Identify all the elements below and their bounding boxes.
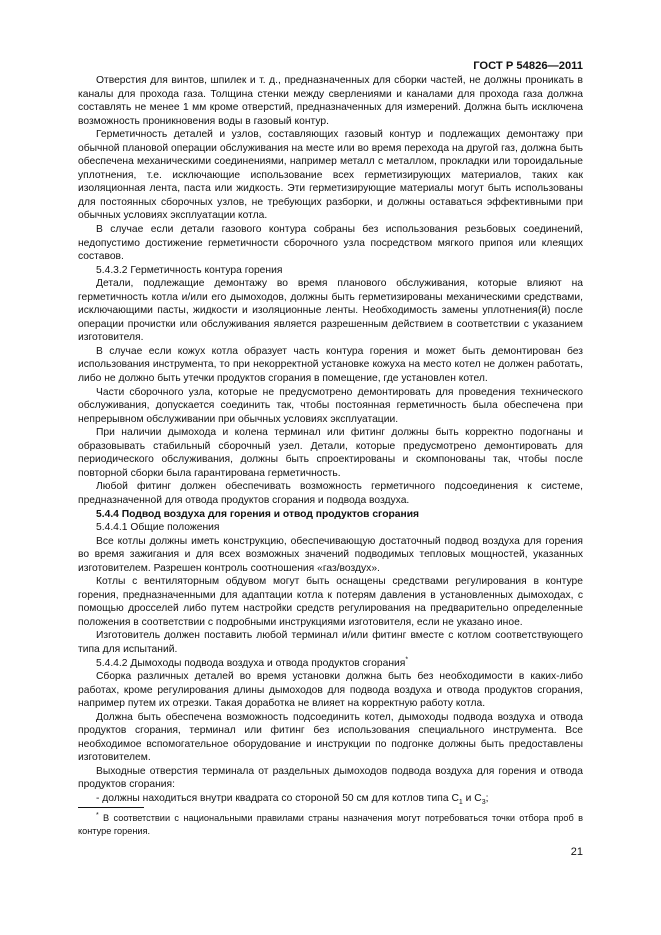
section-heading-5-4-4: 5.4.4 Подвод воздуха для горения и отвод продуктов сгорания <box>96 508 420 520</box>
paragraph: Все котлы должны иметь конструкцию, обеспечивающую достаточный подвод воздуха для горения во время зажигания и для всех возможных значений подводимых тепловых мощностей, указанных изготовителем. Разрешен контроль соотношения «газ/воздух». <box>78 535 583 574</box>
paragraph: Герметичность деталей и узлов, составляющих газовый контур и подлежащих демонтажу при обычной плановой операции обслуживания на месте или во время перехода на другой газ, должна быть обеспечена механическими соединениями, например металл с металлом, прокладки или тороидальные уплотнения, т.е. исключающие использование всех герметизирующих материалов, таких как изоляционная лента, паста или жидкость. Эти герметизирующие материалы могут быть использованы для постоянных сборочных узлов, не требующих разборки, и должны оставаться эффективными при обычных условиях эксплуатации котла. <box>78 129 583 222</box>
dash-list-item <box>78 792 583 806</box>
footnote-divider <box>78 807 144 808</box>
footnote <box>78 812 583 837</box>
subscript: 1 <box>458 799 463 807</box>
document-body <box>78 74 583 806</box>
standard-header: ГОСТ Р 54826—2011 <box>473 60 583 72</box>
footnote-mark: * <box>96 811 99 819</box>
footnote-mark: * <box>405 656 409 664</box>
page-number: 21 <box>570 846 583 858</box>
footnote-text: В соответствии с национальными правилами страны назначения могут потребоваться точки отбора проб в контуре горения. <box>78 813 583 836</box>
heading-text: 5.4.4.2 Дымоходы подвода воздуха и отвода продуктов сгорания <box>96 657 406 669</box>
paragraph: Отверстия для винтов, шпилек и т. д., предназначенных для сборки частей, не должны проникать в каналы для прохода газа. Толщина стенки между сверлениями и каналами для прохода газа должна составлять не менее 1 мм кроме отверстий, предназначенных для измерений. Должна быть исключена возможность проникновения воды в газовый контур. <box>78 75 583 127</box>
paragraph: В случае если детали газового контура собраны без использования резьбовых соединений, недопустимо достижение герметичности сборочного узла посредством мягкого припоя или клеящих составов. <box>78 224 583 263</box>
dash-item-text: - должны находиться внутри квадрата со стороной 50 см для котлов типа С <box>96 792 459 804</box>
paragraph: Котлы с вентиляторным обдувом могут быть оснащены средствами регулирования в контуре горения, предназначенными для адаптации котла к потерям давления в установленных дымоходах, с помощью дросселей либо путем настройки средств регулирования на предварительно определенные положения в соответствии с подробными инструкциями изготовителя, если не указано иное. <box>78 576 583 628</box>
dash-item-text-end: ; <box>485 792 489 804</box>
section-heading-5-4-4-1: 5.4.4.1 Общие положения <box>96 522 220 534</box>
paragraph: Части сборочного узла, которые не предусмотрено демонтировать для проведения технического обслуживания, допускается соединить так, чтобы постоянная герметичность была обеспечена при непрерывном обслуживании при обычных условиях эксплуатации. <box>78 386 583 425</box>
section-heading-5-4-3-2: 5.4.3.2 Герметичность контура горения <box>96 264 283 276</box>
subscript: 3 <box>481 799 486 807</box>
dash-item-text-mid: и С <box>462 792 482 804</box>
paragraph: Выходные отверстия терминала от раздельных дымоходов подвода воздуха для горения и отвода продуктов сгорания: <box>78 765 583 791</box>
paragraph: Изготовитель должен поставить любой терминал и/или фитинг вместе с котлом соответствующего типа для испытаний. <box>78 630 583 655</box>
paragraph: В случае если кожух котла образует часть контура горения и может быть демонтирован без использования инструмента, то при некорректной установке кожуха на место котел не должен работать, либо не должно быть утечки продуктов сгорания в помещение, где установлен котел. <box>78 345 583 385</box>
paragraph: Должна быть обеспечена возможность подсоединить котел, дымоходы подвода воздуха и отвода продуктов сгорания, терминал или фитинг без использования специального инструмента. Все необходимое вспомогательное оборудование и инструкции по подгонке должны быть предоставлены изготовителем. <box>78 711 583 764</box>
section-heading-5-4-4-2 <box>78 657 583 671</box>
paragraph: Любой фитинг должен обеспечивать возможность герметичного подсоединения к системе, предназначенной для отвода продуктов сгорания и подвода воздуха. <box>78 481 583 506</box>
paragraph: При наличии дымохода и колена терминал или фитинг должны быть корректно подогнаны и образовывать стабильный сборочный узел. Детали, которые предусмотрено демонтировать для периодического обслуживания, должны быть спроектированы и скомпонованы так, чтобы после повторной сборки была гарантирована герметичность. <box>78 427 583 479</box>
paragraph: Детали, подлежащие демонтажу во время планового обслуживания, которые влияют на герметичность котла и/или его дымоходов, должны быть герметизированы механическими средствами, исключающими пасты, жидкости и изоляционные ленты. Необходимость замены уплотнения(й) после операции прочистки или обслуживания является разрешенным действием в соответствии с указанием изготовителя. <box>78 278 583 344</box>
paragraph: Сборка различных деталей во время установки должна быть без необходимости в каких-либо работах, кроме регулирования длины дымоходов для подвода воздуха и отвода продуктов сгорания, например путем их отрезки. Такая доработка не влияет на корректную работу котла. <box>78 671 583 710</box>
